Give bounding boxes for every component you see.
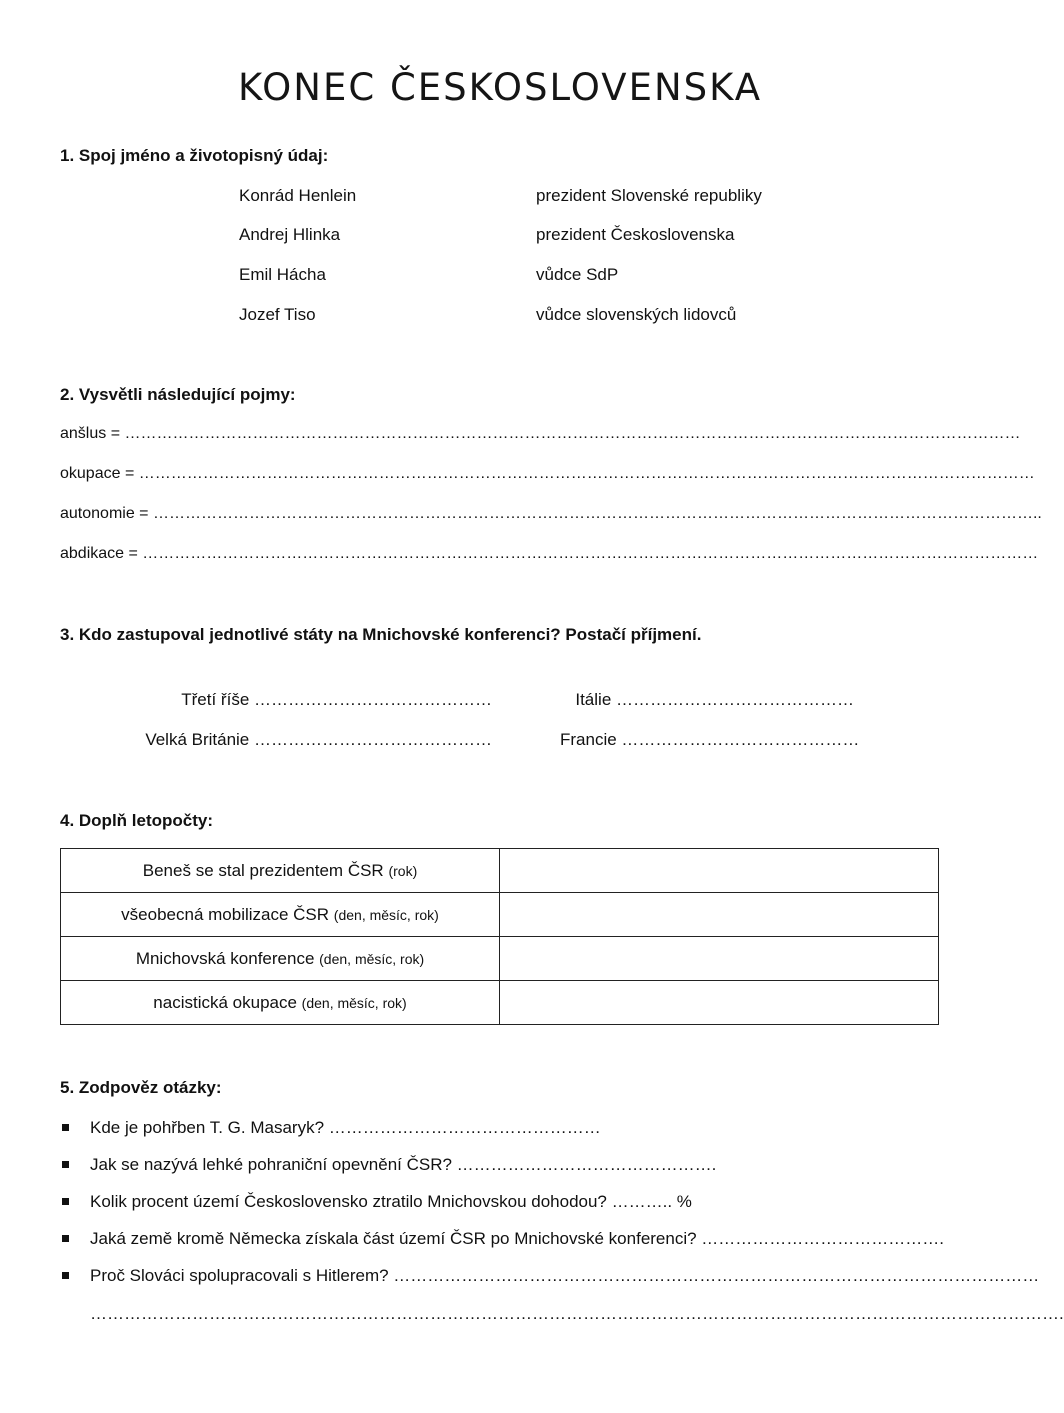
event-label-cell xyxy=(61,981,500,1025)
section-2-heading: 2. Vysvětli následující pojmy: xyxy=(60,385,296,404)
term-answer-line[interactable]: okupace = …………………………………………………………………………………………………………………………………………………… xyxy=(60,465,1035,482)
name-item: Konrád Henlein xyxy=(239,186,357,205)
state-representative-field[interactable]: Francie …………………………………… xyxy=(560,730,860,749)
event-hint: (den, měsíc, rok) xyxy=(319,950,425,967)
term-answer-line[interactable]: anšlus = …………………………………………………………………………………………………………………………………………………… xyxy=(60,425,1021,442)
role-item: prezident Slovenské republiky xyxy=(536,186,762,205)
event-label: Mnichovská konference xyxy=(135,948,315,968)
year-answer-cell[interactable] xyxy=(500,981,939,1025)
event-hint: (den, měsíc, rok) xyxy=(333,906,439,923)
answer-continuation-line[interactable]: ………………………………………………………………………………………………………………………………………………………. xyxy=(90,1304,1064,1323)
question-line[interactable]: Jak se nazývá lehké pohraniční opevnění ČSR? ………………………………………. xyxy=(90,1155,717,1174)
section-3-heading: 3. Kdo zastupoval jednotlivé státy na Mnichovské konferenci? Postačí příjmení. xyxy=(60,625,702,644)
table-row xyxy=(61,849,939,893)
role-item: vůdce slovenských lidovců xyxy=(536,305,737,324)
event-label: Beneš se stal prezidentem ČSR xyxy=(142,860,384,880)
question-line[interactable]: Proč Slováci spolupracovali s Hitlerem? …………………………………………………………………………………………………… xyxy=(90,1266,1040,1285)
years-table xyxy=(60,848,939,1025)
role-item: vůdce SdP xyxy=(536,265,619,284)
role-item: prezident Československa xyxy=(536,225,735,244)
question-line[interactable]: Kolik procent území Československo ztratilo Mnichovskou dohodou? ……….. % xyxy=(90,1192,692,1211)
page-title: KONEC ČESKOSLOVENSKA xyxy=(237,66,763,109)
section-5-heading: 5. Zodpověz otázky: xyxy=(60,1078,222,1097)
year-answer-cell[interactable] xyxy=(500,937,939,981)
event-label-cell xyxy=(61,937,500,981)
event-label: nacistická okupace xyxy=(153,992,297,1012)
state-representative-field[interactable]: Itálie …………………………………… xyxy=(575,690,854,709)
question-line[interactable]: Jaká země kromě Německa získala část území ČSR po Mnichovské konferenci? ……………………………………. xyxy=(90,1229,945,1248)
term-answer-line[interactable]: abdikace = …………………………………………………………………………………………………………………………………………………… xyxy=(60,545,1039,562)
state-representative-field[interactable]: Velká Británie …………………………………… xyxy=(145,730,492,749)
table-row xyxy=(61,893,939,937)
section-1-heading: 1. Spoj jméno a životopisný údaj: xyxy=(60,146,329,165)
name-item: Andrej Hlinka xyxy=(239,225,341,244)
event-hint: (rok) xyxy=(388,862,418,879)
year-answer-cell[interactable] xyxy=(500,893,939,937)
bullet-icon xyxy=(62,1235,69,1242)
table-row xyxy=(61,937,939,981)
term-answer-line[interactable]: autonomie = ………………………………………………………………………………………………………………………………………………….. xyxy=(60,505,1042,522)
question-line[interactable]: Kde je pohřben T. G. Masaryk? ………………………………………… xyxy=(90,1118,601,1137)
year-answer-cell[interactable] xyxy=(500,849,939,893)
bullet-icon xyxy=(62,1198,69,1205)
name-item: Emil Hácha xyxy=(239,265,326,284)
bullet-icon xyxy=(62,1124,69,1131)
section-4-heading: 4. Doplň letopočty: xyxy=(60,811,213,830)
event-label: všeobecná mobilizace ČSR xyxy=(121,904,330,924)
bullet-icon xyxy=(62,1272,69,1279)
state-representative-field[interactable]: Třetí říše …………………………………… xyxy=(181,690,492,709)
name-item: Jozef Tiso xyxy=(239,305,316,324)
bullet-icon xyxy=(62,1161,69,1168)
event-label-cell xyxy=(61,893,500,937)
event-label-cell xyxy=(61,849,500,893)
table-row xyxy=(61,981,939,1025)
event-hint: (den, měsíc, rok) xyxy=(301,994,407,1011)
